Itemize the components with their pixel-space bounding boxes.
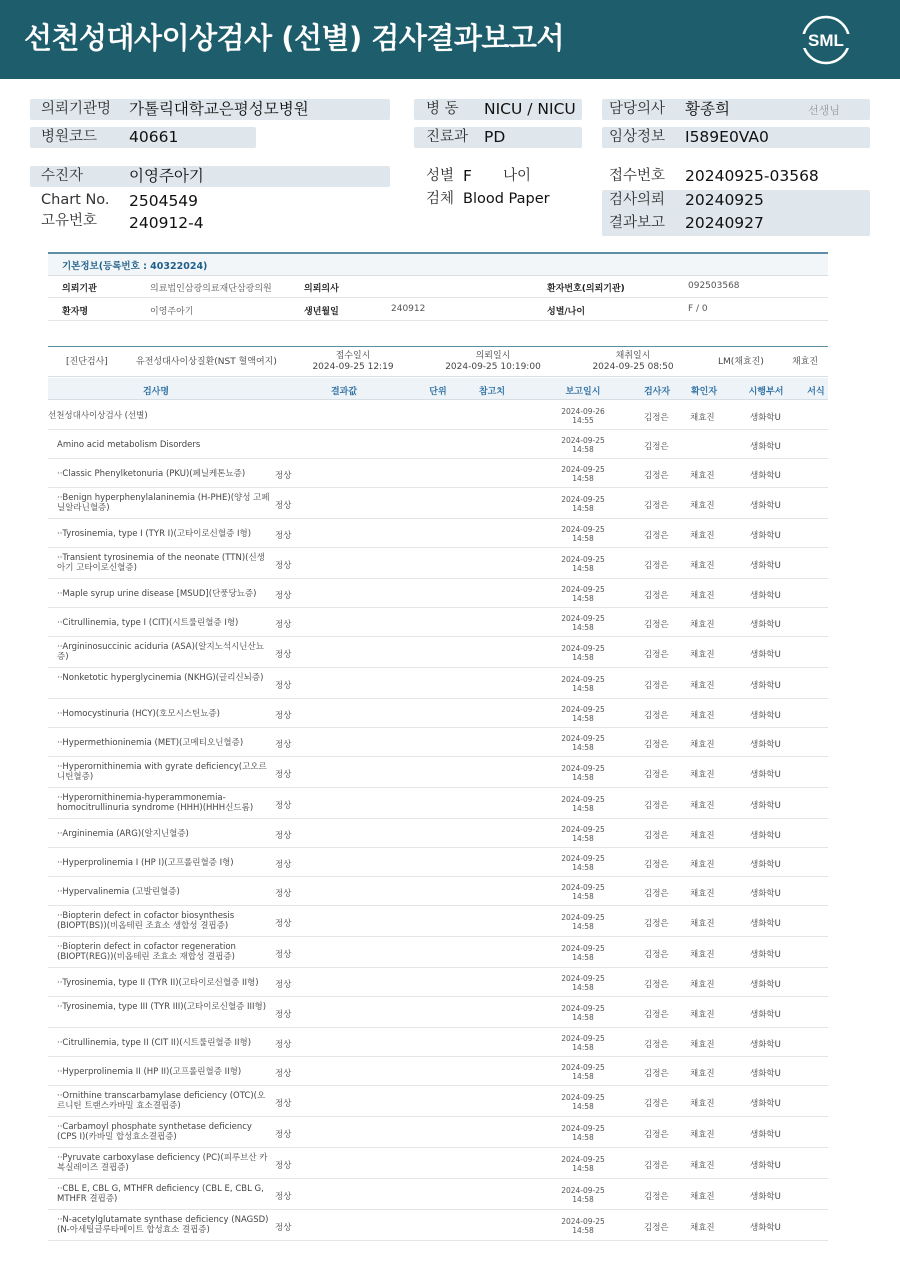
report-date (548, 675, 618, 693)
department: 생화학U (750, 1010, 781, 1020)
table-row (48, 877, 828, 906)
report-date (548, 436, 618, 454)
department: 생화학U (750, 501, 781, 511)
test-name: ··Tyrosinemia, type III (TYR III)(고타이로신혈증 III형) (57, 1002, 267, 1012)
report-date-day: 2024-09-25 (561, 465, 605, 474)
report-date (548, 883, 618, 901)
table-row (48, 548, 828, 579)
report-date-time: 14:58 (572, 564, 594, 573)
department: 생화학U (750, 1192, 781, 1202)
table-row (48, 637, 828, 668)
test-name: ··Transient tyrosinemia of the neonate (TTN)(신생아기 고타이로신혈증) (57, 553, 265, 573)
report-date-time: 14:58 (572, 1013, 594, 1022)
result-value: 정상 (275, 831, 292, 841)
report-date-day: 2024-09-25 (561, 944, 605, 953)
table-row (48, 997, 828, 1028)
result-value: 정상 (275, 770, 292, 780)
department: 생화학U (750, 980, 781, 990)
report-date (548, 585, 618, 603)
report-date-time: 14:58 (572, 1102, 594, 1111)
results-table-body (48, 401, 828, 1241)
clinical-info-label: 임상정보 (609, 129, 666, 145)
table-row (48, 728, 828, 757)
table-row (48, 488, 828, 519)
test-name: ··Argininemia (ARG)(알지닌혈증) (57, 829, 189, 839)
chart-no-value: 2504549 (129, 192, 199, 210)
tester: 김정은 (644, 501, 669, 511)
age-label: 나이 (503, 168, 532, 184)
result-value: 정상 (275, 681, 292, 691)
department: 생화학U (750, 1099, 781, 1109)
department-label: 진료과 (426, 129, 469, 145)
report-date-day: 2024-09-25 (561, 1155, 605, 1164)
institution-value: 가톨릭대학교은평성모병원 (129, 100, 309, 118)
report-date-day: 2024-09-25 (561, 1034, 605, 1043)
test-name: ··Hyperprolinemia I (HP I)(고프롤린혈증 I형) (57, 858, 234, 868)
table-row (48, 430, 828, 459)
report-date-time: 14:58 (572, 684, 594, 693)
test-name: ··Benign hyperphenylalaninemia (H-PHE)(양성 고페닐알라닌혈증) (57, 493, 270, 513)
tester: 김정은 (644, 889, 669, 899)
table-row (48, 1117, 828, 1148)
report-date (548, 944, 618, 962)
tester: 김정은 (644, 531, 669, 541)
table-row (48, 937, 828, 968)
doctor-label: 담당의사 (609, 101, 666, 117)
confirmer: 채효진 (690, 1040, 715, 1050)
report-date-time: 14:58 (572, 983, 594, 992)
report-date-time: 14:55 (572, 416, 594, 425)
report-date-time: 14:58 (572, 1164, 594, 1173)
confirmer: 채효진 (690, 591, 715, 601)
report-date-time: 14:58 (572, 504, 594, 513)
result-value: 정상 (275, 501, 292, 511)
report-date-day: 2024-09-25 (561, 883, 605, 892)
confirmer: 채효진 (690, 711, 715, 721)
report-date (548, 705, 618, 723)
report-date (548, 407, 618, 425)
result-value: 정상 (275, 1010, 292, 1020)
department: 생화학U (750, 801, 781, 811)
report-date-time: 14:58 (572, 1226, 594, 1235)
report-date (548, 1004, 618, 1022)
department: 생화학U (750, 591, 781, 601)
report-date-day: 2024-09-25 (561, 1186, 605, 1195)
tester: 김정은 (644, 980, 669, 990)
doctor-suffix: 선생님 (808, 104, 840, 117)
report-date-time: 14:58 (572, 773, 594, 782)
tester: 김정은 (644, 919, 669, 929)
confirmer: 채효진 (690, 889, 715, 899)
table-row (48, 1210, 828, 1241)
department: 생화학U (750, 442, 781, 452)
doctor-value: 황종희 (685, 100, 730, 118)
confirmer: 채효진 (690, 1223, 715, 1233)
hospital-code-value: 40661 (129, 128, 179, 146)
tester: 김정은 (644, 1099, 669, 1109)
test-name: ··Citrullinemia, type II (CIT II)(시트룰린혈증 II형) (57, 1038, 252, 1048)
report-date (548, 795, 618, 813)
tester: 김정은 (644, 442, 669, 452)
table-row (48, 519, 828, 548)
tester: 김정은 (644, 471, 669, 481)
hospital-code-label: 병원코드 (41, 129, 98, 145)
result-value: 정상 (275, 860, 292, 870)
department: 생화학U (750, 1161, 781, 1171)
report-date-time: 14:58 (572, 1043, 594, 1052)
department: 생화학U (750, 471, 781, 481)
results-column-header: 검사명 결과값 단위 참고치 보고일시 검사자 확인자 시행부서 서식 (48, 378, 828, 400)
test-name: ··Hypermethioninemia (MET)(고메티오닌혈증) (57, 738, 244, 748)
report-date-time: 14:58 (572, 863, 594, 872)
report-date-day: 2024-09-25 (561, 614, 605, 623)
department: 생화학U (750, 889, 781, 899)
report-date-day: 2024-09-25 (561, 525, 605, 534)
confirmer: 채효진 (690, 413, 715, 423)
report-date (548, 555, 618, 573)
test-name: 선천성대사이상검사 (선별) (48, 411, 148, 421)
test-name: ··Hyperprolinemia II (HP II)(고프롤린혈증 II형) (57, 1067, 242, 1077)
report-date-time: 14:58 (572, 594, 594, 603)
test-name: ··Nonketotic hyperglycinemia (NKHG)(글리신뇌증) (57, 673, 264, 683)
report-date-time: 14:58 (572, 474, 594, 483)
report-date-time: 14:58 (572, 953, 594, 962)
report-date-time: 14:58 (572, 1195, 594, 1204)
tester: 김정은 (644, 740, 669, 750)
tester: 김정은 (644, 801, 669, 811)
department: 생화학U (750, 620, 781, 630)
basic-info-row: 의뢰기관 의료법인삼광의료재단삼광의원 의뢰의사 환자번호(의뢰기관) 092503568 (48, 276, 828, 298)
sml-logo (798, 12, 854, 68)
tester: 김정은 (644, 620, 669, 630)
clinical-info-value: I589E0VA0 (685, 128, 769, 146)
report-date-day: 2024-09-25 (561, 734, 605, 743)
tester: 김정은 (644, 1192, 669, 1202)
tester: 김정은 (644, 831, 669, 841)
report-date-day: 2024-09-26 (561, 407, 605, 416)
test-name: ··Biopterin defect in cofactor regeneration (BIOPT(REG))(비옵테린 조효소 재합성 결핍증) (57, 942, 236, 962)
ward-value: NICU / NICU (484, 100, 576, 118)
report-date-day: 2024-09-25 (561, 795, 605, 804)
report-date-value: 20240927 (685, 214, 764, 232)
table-row (48, 579, 828, 608)
test-name: ··Tyrosinemia, type II (TYR II)(고타이로신혈증 II형) (57, 978, 259, 988)
report-date-day: 2024-09-25 (561, 974, 605, 983)
result-value: 정상 (275, 1069, 292, 1079)
department: 생화학U (750, 770, 781, 780)
test-name: ··Hyperornithinemia with gyrate deficiency(고오르니틴혈증) (57, 762, 267, 782)
confirmer: 채효진 (690, 561, 715, 571)
confirmer: 채효진 (690, 620, 715, 630)
tester: 김정은 (644, 1223, 669, 1233)
tester: 김정은 (644, 950, 669, 960)
department: 생화학U (750, 681, 781, 691)
report-date (548, 913, 618, 931)
receipt-no-value: 20240925-03568 (685, 167, 819, 185)
report-header (0, 0, 900, 79)
confirmer: 채효진 (690, 801, 715, 811)
confirmer: 채효진 (690, 919, 715, 929)
department: 생화학U (750, 1223, 781, 1233)
table-row (48, 699, 828, 728)
report-date (548, 614, 618, 632)
tester: 김정은 (644, 1161, 669, 1171)
department: 생화학U (750, 919, 781, 929)
report-date-time: 14:58 (572, 743, 594, 752)
department: 생화학U (750, 561, 781, 571)
test-name: ··CBL E, CBL G, MTHFR deficiency (CBL E, CBL G, MTHFR 결핍증) (57, 1184, 264, 1204)
tester: 김정은 (644, 770, 669, 780)
request-date-value: 20240925 (685, 191, 764, 209)
department: 생화학U (750, 860, 781, 870)
unique-no-label: 고유번호 (41, 213, 98, 229)
report-date-day: 2024-09-25 (561, 436, 605, 445)
department: 생화학U (750, 413, 781, 423)
test-name: ··Pyruvate carboxylase deficiency (PC)(피루브산 카복실레이즈 결핍증) (57, 1153, 268, 1173)
result-value: 정상 (275, 711, 292, 721)
test-name: ··Ornithine transcarbamylase deficiency (OTC)(오르니틴 트랜스카바밀 효소결핍증) (57, 1091, 266, 1111)
tester: 김정은 (644, 711, 669, 721)
table-row (48, 968, 828, 997)
tester: 김정은 (644, 561, 669, 571)
report-date-time: 14:58 (572, 804, 594, 813)
report-date-day: 2024-09-25 (561, 1217, 605, 1226)
result-value: 정상 (275, 1192, 292, 1202)
confirmer: 채효진 (690, 860, 715, 870)
confirmer: 채효진 (690, 1069, 715, 1079)
report-date-day: 2024-09-25 (561, 1004, 605, 1013)
report-date (548, 1093, 618, 1111)
tester: 김정은 (644, 591, 669, 601)
report-date (548, 644, 618, 662)
confirmer: 채효진 (690, 531, 715, 541)
result-value: 정상 (275, 1161, 292, 1171)
report-date-day: 2024-09-25 (561, 913, 605, 922)
test-name: ··Argininosuccinic aciduria (ASA)(알지노석시닌산뇨증) (57, 642, 264, 662)
report-date-time: 14:58 (572, 623, 594, 632)
report-date-time: 14:58 (572, 922, 594, 931)
result-value: 정상 (275, 1040, 292, 1050)
result-value: 정상 (275, 1223, 292, 1233)
test-name: Amino acid metabolism Disorders (57, 440, 201, 450)
department: 생화학U (750, 950, 781, 960)
report-date-day: 2024-09-25 (561, 825, 605, 834)
report-date (548, 1155, 618, 1173)
report-date (548, 1186, 618, 1204)
table-row (48, 819, 828, 848)
test-name: ··Tyrosinemia, type I (TYR I)(고타이로신혈증 I형) (57, 529, 252, 539)
test-name: ··Citrullinemia, type I (CIT)(시트룰린혈증 I형) (57, 618, 239, 628)
report-date-time: 14:58 (572, 834, 594, 843)
basic-info-row: 환자명 이영주아기 생년월일 240912 성별/나이 F / 0 (48, 299, 828, 321)
report-date-time: 14:58 (572, 534, 594, 543)
result-value: 정상 (275, 1130, 292, 1140)
result-value: 정상 (275, 889, 292, 899)
report-date (548, 495, 618, 513)
svg-text:SML: SML (808, 31, 844, 50)
department: 생화학U (750, 650, 781, 660)
report-date-day: 2024-09-25 (561, 675, 605, 684)
department: 생화학U (750, 1040, 781, 1050)
patient-value: 이영주아기 (129, 167, 204, 185)
result-value: 정상 (275, 950, 292, 960)
report-date-day: 2024-09-25 (561, 1124, 605, 1133)
report-date (548, 1034, 618, 1052)
table-row (48, 848, 828, 877)
report-date (548, 1124, 618, 1142)
confirmer: 채효진 (690, 1099, 715, 1109)
report-date (548, 764, 618, 782)
confirmer: 채효진 (690, 831, 715, 841)
report-date-day: 2024-09-25 (561, 1063, 605, 1072)
report-date-time: 14:58 (572, 1072, 594, 1081)
table-row (48, 1148, 828, 1179)
chart-no-label: Chart No. (41, 192, 110, 208)
department: 생화학U (750, 1069, 781, 1079)
report-date (548, 1217, 618, 1235)
confirmer: 채효진 (690, 1192, 715, 1202)
result-value: 정상 (275, 801, 292, 811)
table-row (48, 788, 828, 819)
confirmer: 채효진 (690, 1010, 715, 1020)
confirmer: 채효진 (690, 950, 715, 960)
department: 생화학U (750, 831, 781, 841)
sex-label: 성별 (426, 168, 455, 184)
confirmer: 채효진 (690, 650, 715, 660)
tester: 김정은 (644, 1069, 669, 1079)
specimen-value: Blood Paper (463, 191, 550, 207)
request-date-label: 검사의뢰 (609, 192, 666, 208)
report-date-time: 14:58 (572, 1133, 594, 1142)
test-name: ··Classic Phenylketonuria (PKU)(페닐케톤뇨증) (57, 469, 246, 479)
confirmer: 채효진 (690, 471, 715, 481)
report-date-day: 2024-09-25 (561, 854, 605, 863)
department-value: PD (484, 128, 506, 146)
result-value: 정상 (275, 740, 292, 750)
result-value: 정상 (275, 1099, 292, 1109)
report-date-label: 결과보고 (609, 215, 666, 231)
tester: 김정은 (644, 1040, 669, 1050)
tester: 김정은 (644, 860, 669, 870)
confirmer: 채효진 (690, 1130, 715, 1140)
unique-no-value: 240912-4 (129, 214, 204, 232)
report-date (548, 525, 618, 543)
table-row (48, 1179, 828, 1210)
results-meta: [진단검사] 유전성대사이상질환(NST 혈액여지) 접수일시 2024-09-25 12:19 의뢰일시 2024-09-25 10:19:00 채취일시 2024-09-25 08:50 LM(채효진) 채효진 (48, 347, 828, 377)
report-date-day: 2024-09-25 (561, 1093, 605, 1102)
test-name: ··Biopterin defect in cofactor biosynthesis (BIOPT(BS))(비옵테린 조효소 생합성 결핍증) (57, 911, 235, 931)
department: 생화학U (750, 740, 781, 750)
test-name: ··Maple syrup urine disease [MSUD](단풍당뇨증) (57, 589, 257, 599)
department: 생화학U (750, 1130, 781, 1140)
table-row (48, 1057, 828, 1086)
tester: 김정은 (644, 681, 669, 691)
report-title: 선천성대사이상검사 (선별) 검사결과보고서 (24, 21, 564, 55)
receipt-no-label: 접수번호 (609, 168, 666, 184)
report-date-day: 2024-09-25 (561, 705, 605, 714)
report-date (548, 465, 618, 483)
report-date (548, 734, 618, 752)
table-row (48, 401, 828, 430)
test-name: ··Homocystinuria (HCY)(호모시스틴뇨증) (57, 709, 220, 719)
report-date-time: 14:58 (572, 714, 594, 723)
table-row (48, 668, 828, 699)
test-name: ··Hypervalinemia (고발린혈증) (57, 887, 180, 897)
patient-label: 수진자 (41, 168, 84, 184)
sex-value: F (463, 167, 472, 185)
table-row (48, 1086, 828, 1117)
confirmer: 채효진 (690, 1161, 715, 1171)
report-date-day: 2024-09-25 (561, 495, 605, 504)
test-name: ··N-acetylglutamate synthase deficiency (NAGSD)(N-아세틸글루타메이트 합성효소 결핍증) (57, 1215, 269, 1235)
report-date-day: 2024-09-25 (561, 585, 605, 594)
result-value: 정상 (275, 919, 292, 929)
table-row (48, 459, 828, 488)
test-name: ··Carbamoyl phosphate synthetase deficiency (CPS I)(카바밀 합성효소결핍증) (57, 1122, 252, 1142)
basic-info-title: 기본정보(등록번호 : 40322024) (48, 254, 828, 276)
tester: 김정은 (644, 1010, 669, 1020)
report-date-day: 2024-09-25 (561, 555, 605, 564)
table-row (48, 757, 828, 788)
result-value: 정상 (275, 650, 292, 660)
tester: 김정은 (644, 413, 669, 423)
result-value: 정상 (275, 980, 292, 990)
confirmer: 채효진 (690, 681, 715, 691)
report-date-day: 2024-09-25 (561, 644, 605, 653)
table-row (48, 608, 828, 637)
report-date-time: 14:58 (572, 445, 594, 454)
table-row (48, 906, 828, 937)
confirmer: 채효진 (690, 980, 715, 990)
institution-label: 의뢰기관명 (41, 101, 112, 117)
report-date (548, 854, 618, 872)
result-value: 정상 (275, 561, 292, 571)
confirmer: 채효진 (690, 740, 715, 750)
result-value: 정상 (275, 620, 292, 630)
department: 생화학U (750, 711, 781, 721)
report-date-time: 14:58 (572, 653, 594, 662)
confirmer: 채효진 (690, 501, 715, 511)
report-date-time: 14:58 (572, 892, 594, 901)
report-date (548, 825, 618, 843)
ward-label: 병 동 (426, 101, 459, 117)
report-date (548, 1063, 618, 1081)
department: 생화학U (750, 531, 781, 541)
result-value: 정상 (275, 591, 292, 601)
specimen-label: 검체 (426, 191, 455, 207)
report-date-day: 2024-09-25 (561, 764, 605, 773)
result-value: 정상 (275, 471, 292, 481)
tester: 김정은 (644, 650, 669, 660)
tester: 김정은 (644, 1130, 669, 1140)
result-value: 정상 (275, 531, 292, 541)
table-row (48, 1028, 828, 1057)
report-date (548, 974, 618, 992)
confirmer: 채효진 (690, 770, 715, 780)
test-name: ··Hyperornithinemia-hyperammonemia-homocitrullinuria syndrome (HHH)(HHH신드롬) (57, 793, 254, 813)
